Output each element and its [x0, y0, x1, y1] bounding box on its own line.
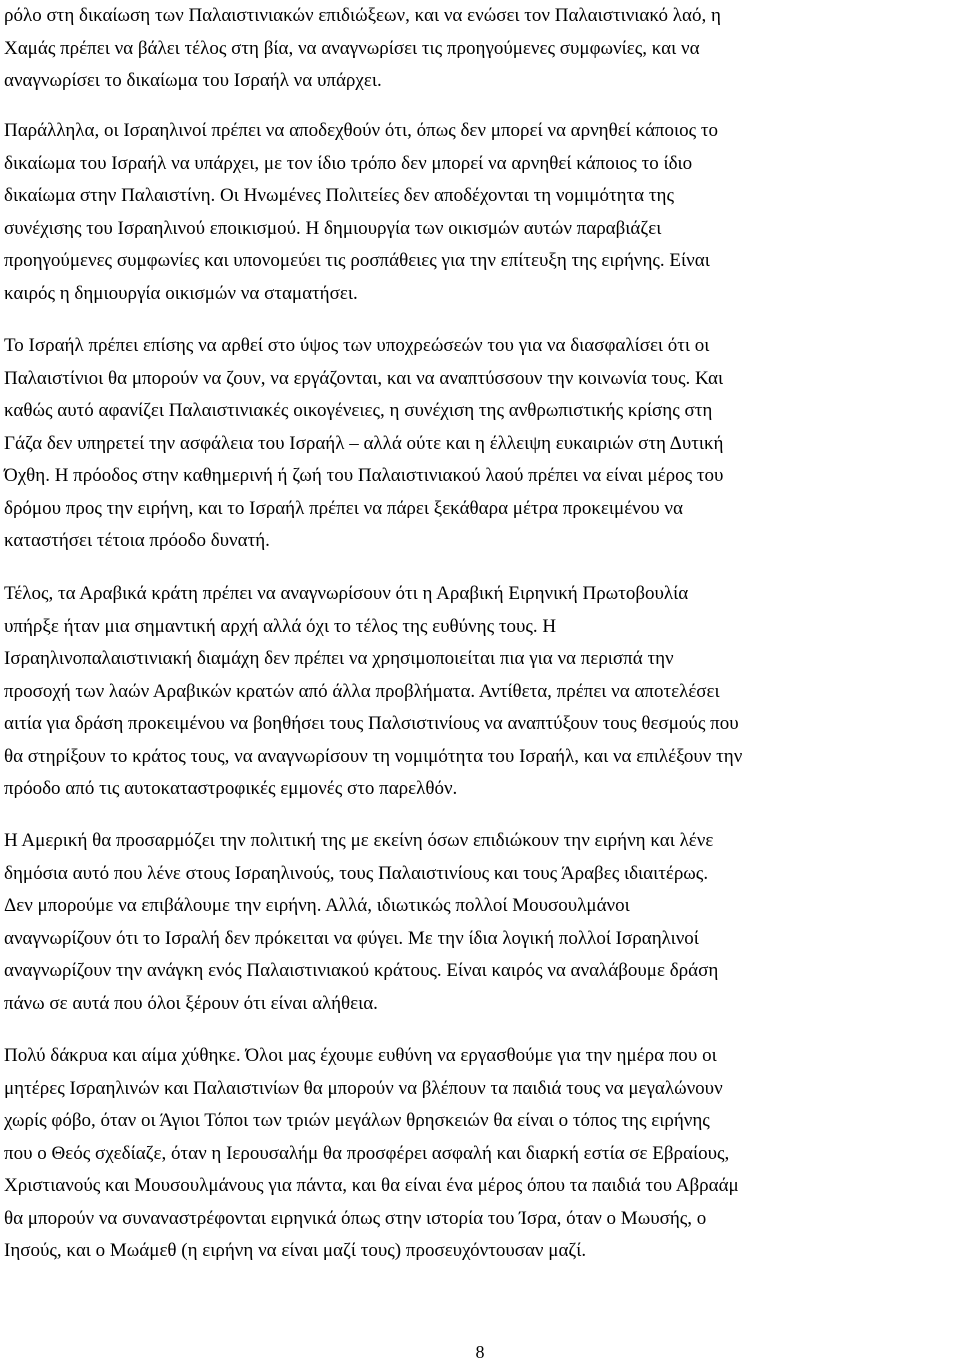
text-line: δρόμου προς την ειρήνη, και το Ισραήλ πρέπει να πάρει ξεκάθαρα μέτρα προκειμένου να	[4, 497, 683, 519]
text-line: πάνω σε αυτά που όλοι ξέρουν ότι είναι αλήθεια.	[4, 992, 378, 1014]
text-line: θα στηρίξουν το κράτος τους, να αναγνωρίσουν τη νομιμότητα του Ισραήλ, και να επιλέξουν την	[4, 745, 743, 767]
text-line: καταστήσει τέτοια πρόοδο δυνατή.	[4, 530, 270, 551]
text-line: Το Ισραήλ πρέπει επίσης να αρθεί στο ύψος των υποχρεώσεών του για να διασφαλίσει ότι οι	[4, 335, 710, 356]
text-line: Παράλληλα, οι Ισραηλινοί πρέπει να αποδεχθούν ότι, όπως δεν μπορεί να αρνηθεί κάποιος το	[4, 120, 719, 141]
text-line: αναγνωρίσει το δικαίωμα του Ισραήλ να υπάρχει.	[4, 70, 382, 91]
text-line: Γάζα δεν υπηρετεί την ασφάλεια του Ισραήλ – αλλά ούτε και η έλλειψη ευκαιριών στη Δυτική	[4, 432, 724, 454]
text-line: Πολύ δάκρυα και αίμα χύθηκε. Όλοι μας έχουμε ευθύνη να εργασθούμε για την ημέρα που οι	[4, 1045, 717, 1066]
text-line: Η Αμερική θα προσαρμόζει την πολιτική της με εκείνη όσων επιδιώκουν την ειρήνη και λένε	[4, 830, 714, 851]
text-line: θα μπορούν να συναναστρέφονται ειρηνικά όπως στην ιστορία του Ίσρα, όταν ο Μωυσής, ο	[4, 1207, 707, 1229]
text-line: ρόλο στη δικαίωση των Παλαιστινιακών επιδιώξεων, και να ενώσει τον Παλαιστινιακό λαό, η	[4, 5, 721, 26]
page-number: 8	[475, 1342, 485, 1362]
paragraph-2	[4, 115, 960, 310]
text-line: Ιησούς, και ο Μωάμεθ (η ειρήνη να είναι μαζί τους) προσευχόντουσαν μαζί.	[4, 1240, 587, 1261]
paragraph-3	[4, 330, 960, 558]
text-line: προσοχή των λαών Αραβικών κρατών από άλλα προβλήματα. Αντίθετα, πρέπει να αποτελέσει	[4, 680, 720, 702]
text-line: χωρίς φόβο, όταν οι Άγιοι Τόποι των τριών μεγάλων θρησκειών θα είναι ο τόπος της ειρήνης	[4, 1110, 710, 1131]
text-line: Χαμάς πρέπει να βάλει τέλος στη βία, να αναγνωρίσει τις προηγούμενες συμφωνίες, και να	[4, 37, 700, 59]
paragraph-4	[4, 578, 960, 806]
text-line: υπήρξε ήταν μια σημαντική αρχή αλλά όχι το τέλος της ευθύνης τους. Η	[4, 615, 557, 637]
paragraph-5	[4, 825, 960, 1020]
text-line: Τέλος, τα Αραβικά κράτη πρέπει να αναγνωρίσουν ότι η Αραβική Ειρηνική Πρωτοβουλία	[4, 583, 689, 604]
text-line: δημόσια αυτό που λένε στους Ισραηλινούς, τους Παλαιστινίους και τους Άραβες ιδιαιτέρως.	[4, 862, 709, 884]
text-line: Παλαιστίνιοι θα μπορούν να ζουν, να εργάζονται, και να αναπτύσσουν την κοινωνία τους. Και	[4, 367, 724, 389]
text-line: δικαίωμα στην Παλαιστίνη. Οι Ηνωμένες Πολιτείες δεν αποδέχονται τη νομιμότητα της	[4, 185, 674, 206]
text-line: αιτία για δράση προκειμένου να βοηθήσει τους Παλσιστινίους να αναπτύξουν τους θεσμούς που	[4, 713, 739, 734]
text-line: καθώς αυτό αφανίζει Παλαιστινιακές οικογένειες, η συνέχιση της ανθρωπιστικής κρίσης στη	[4, 400, 713, 421]
text-line: μητέρες Ισραηλινών και Παλαιστινίων θα μπορούν να βλέπουν τα παιδιά τους να μεγαλώνουν	[4, 1077, 723, 1099]
paragraph-6	[4, 1040, 960, 1268]
text-line: Όχθη. Η πρόοδος στην καθημερινή ή ζωή του Παλαιστινιακού λαού πρέπει να είναι μέρος του	[4, 465, 724, 486]
text-line: που ο Θεός σχεδίαζε, όταν η Ιερουσαλήμ θα προσφέρει ασφαλή και διαρκή εστία σε Εβραίους,	[4, 1142, 730, 1164]
paragraph-1	[4, 0, 960, 98]
text-line: πρόοδο από τις αυτοκαταστροφικές εμμονές στο παρελθόν.	[4, 778, 458, 799]
text-line: συνέχισης του Ισραηλινού εποικισμού. Η δημιουργία των οικισμών αυτών παραβιάζει	[4, 217, 662, 239]
text-line: Δεν μπορούμε να επιβάλουμε την ειρήνη. Αλλά, ιδιωτικώς πολλοί Μουσουλμάνοι	[4, 895, 630, 916]
text-line: καιρός η δημιουργία οικισμών να σταματήσει.	[4, 282, 358, 304]
text-line: αναγνωρίζουν την ανάγκη ενός Παλαιστινιακού κράτους. Είναι καιρός να αναλάβουμε δράση	[4, 960, 719, 981]
text-line: δικαίωμα του Ισραήλ να υπάρχει, με τον ίδιο τρόπο δεν μπορεί να αρνηθεί κάποιος το ίδιο	[4, 152, 693, 174]
text-line: Ισραηλινοπαλαιστινιακή διαμάχη δεν πρέπει να χρησιμοποιείται πια για να περισπά την	[4, 648, 674, 669]
text-line: αναγνωρίζουν ότι το Ισραλή δεν πρόκειται να φύγει. Με την ίδια λογική πολλοί Ισραηλινοί	[4, 927, 699, 949]
text-line: προηγούμενες συμφωνίες και υπονομεύει τις ροσπάθειες για την επίτευξη της ειρήνης. Είναι	[4, 250, 710, 271]
text-line: Χριστιανούς και Μουσουλμάνους για πάντα, και θα είναι ένα μέρος όπου τα παιδιά του Αβραάμ	[4, 1175, 739, 1196]
